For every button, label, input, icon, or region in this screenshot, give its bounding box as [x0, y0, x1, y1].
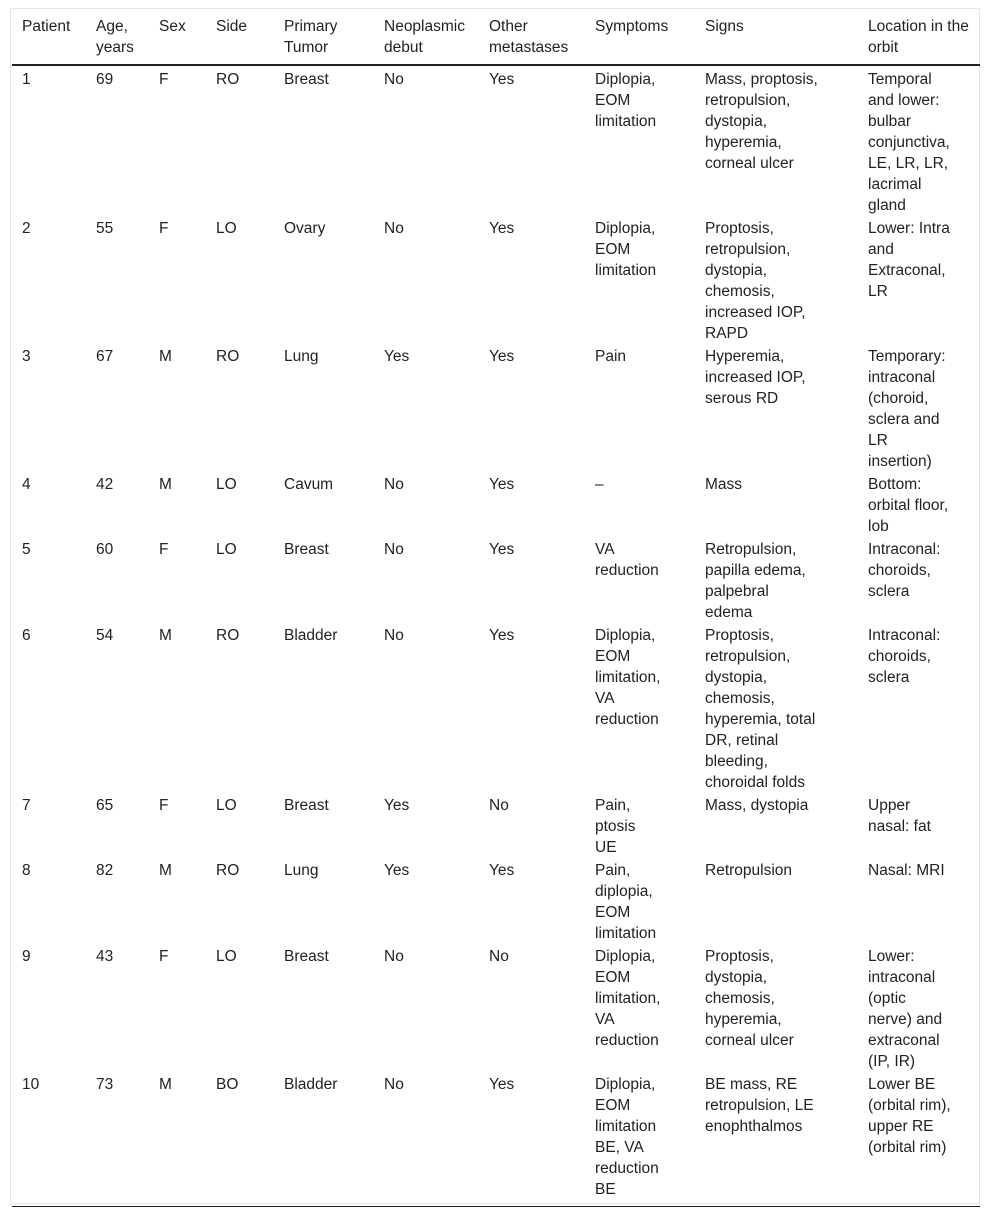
- cell-signs: Mass, proptosis, retropulsion, dystopia, hyperemia, corneal ulcer: [705, 71, 818, 172]
- cell-age: 60: [96, 541, 114, 558]
- cell-location: Lower: Intra and Extraconal, LR: [868, 220, 950, 300]
- cell-patient: 3: [22, 348, 31, 365]
- table-row: [12, 945, 980, 1073]
- cell-signs: Hyperemia, increased IOP, serous RD: [705, 348, 806, 407]
- cell-other-metastases: Yes: [489, 541, 515, 558]
- cell-side: LO: [216, 948, 237, 965]
- cell-location: Temporal and lower: bulbar conjunctiva, LE, LR, LR, lacrimal gland: [868, 71, 950, 214]
- cell-age: 73: [86, 1073, 149, 1207]
- cell-signs: Proptosis, retropulsion, dystopia, chemosis, hyperemia, total DR, retinal bleeding, choroidal folds: [705, 627, 816, 791]
- cell-primary-tumor: Cavum: [284, 476, 334, 493]
- cell-symptoms: Diplopia, EOM limitation, VA reduction: [595, 948, 661, 1049]
- cell-age: 69: [96, 71, 114, 88]
- cell-other-metastases: Yes: [489, 71, 515, 88]
- table-row: [12, 1073, 980, 1207]
- cell-patient: 6: [22, 627, 31, 644]
- table-row: [12, 473, 980, 538]
- cell-neoplasmic-debut: No: [384, 948, 404, 965]
- cell-side: RO: [216, 71, 240, 88]
- cell-side: RO: [216, 627, 240, 644]
- cell-neoplasmic-debut: No: [384, 71, 404, 88]
- cell-neoplasmic-debut: Yes: [384, 348, 410, 365]
- cell-primary-tumor: Breast: [284, 948, 329, 965]
- header-side: Side: [206, 10, 274, 65]
- cell-sex: F: [159, 220, 169, 237]
- cell-location: Intraconal: choroids, sclera: [868, 541, 941, 600]
- cell-location: Lower: intraconal (optic nerve) and extraconal (IP, IR): [868, 948, 943, 1070]
- cell-patient: 9: [22, 948, 31, 965]
- cell-location: Intraconal: choroids, sclera: [868, 627, 941, 686]
- cell-signs: Mass, dystopia: [705, 797, 809, 814]
- cell-sex: M: [159, 348, 172, 365]
- cell-neoplasmic-debut: No: [384, 627, 404, 644]
- table-row: [12, 538, 980, 624]
- table-header: [12, 10, 980, 65]
- header-symptoms: Symptoms: [585, 10, 695, 65]
- cell-sex: F: [159, 948, 169, 965]
- cell-age: 65: [96, 797, 114, 814]
- cell-signs: Mass: [705, 476, 743, 493]
- cell-primary-tumor: Bladder: [284, 627, 338, 644]
- cell-neoplasmic-debut: No: [384, 541, 404, 558]
- table-row: [12, 65, 980, 217]
- table-row: [12, 624, 980, 794]
- cell-patient: 10: [12, 1073, 86, 1207]
- cell-primary-tumor: Breast: [284, 541, 329, 558]
- header-other-metastases: Other metastases: [479, 10, 585, 65]
- cell-primary-tumor: Lung: [284, 862, 319, 879]
- cell-sex: F: [159, 71, 169, 88]
- cell-symptoms: Pain: [595, 348, 627, 365]
- cell-patient: 4: [22, 476, 31, 493]
- header-patient: Patient: [12, 10, 86, 65]
- cell-other-metastases: No: [489, 948, 509, 965]
- cell-signs: Proptosis, retropulsion, dystopia, chemosis, increased IOP, RAPD: [705, 220, 806, 342]
- cell-side: LO: [216, 220, 237, 237]
- cell-primary-tumor: Lung: [284, 348, 319, 365]
- cell-patient: 2: [22, 220, 31, 237]
- cell-primary-tumor: Ovary: [284, 220, 326, 237]
- cell-signs: BE mass, RE retropulsion, LE enophthalmos: [695, 1073, 858, 1207]
- cell-symptoms: Pain, ptosis UE: [595, 797, 636, 856]
- cell-age: 42: [96, 476, 114, 493]
- header-primary-tumor: Primary Tumor: [274, 10, 374, 65]
- header-location: Location in the orbit: [858, 10, 980, 65]
- cell-other-metastases: Yes: [479, 1073, 585, 1207]
- cell-primary-tumor: Bladder: [274, 1073, 374, 1207]
- cell-other-metastases: Yes: [489, 476, 515, 493]
- cell-neoplasmic-debut: No: [384, 220, 404, 237]
- cell-symptoms: Pain, diplopia, EOM limitation: [595, 862, 657, 942]
- table-row: [12, 859, 980, 945]
- cell-other-metastases: Yes: [489, 862, 515, 879]
- cell-signs: Proptosis, dystopia, chemosis, hyperemia, corneal ulcer: [705, 948, 794, 1049]
- table-body: [12, 65, 980, 1207]
- cell-side: BO: [206, 1073, 274, 1207]
- cell-neoplasmic-debut: Yes: [384, 862, 410, 879]
- cell-neoplasmic-debut: Yes: [384, 797, 410, 814]
- table-row: [12, 794, 980, 859]
- cell-neoplasmic-debut: No: [384, 476, 404, 493]
- cell-signs: Retropulsion: [705, 862, 793, 879]
- cell-other-metastases: Yes: [489, 627, 515, 644]
- header-sex: Sex: [149, 10, 206, 65]
- cell-location: Nasal: MRI: [868, 862, 945, 879]
- cell-symptoms: Diplopia, EOM limitation, VA reduction: [595, 627, 661, 728]
- cell-age: 67: [96, 348, 114, 365]
- header-signs: Signs: [695, 10, 858, 65]
- cell-patient: 8: [22, 862, 31, 879]
- cell-location: Upper nasal: fat: [868, 797, 931, 835]
- cell-other-metastases: Yes: [489, 348, 515, 365]
- cell-age: 43: [96, 948, 114, 965]
- cell-side: RO: [216, 862, 240, 879]
- cell-side: LO: [216, 476, 237, 493]
- cell-primary-tumor: Breast: [284, 797, 329, 814]
- cell-location: Bottom: orbital floor, lob: [868, 476, 949, 535]
- cell-patient: 1: [22, 71, 31, 88]
- cell-sex: M: [159, 862, 172, 879]
- header-neoplasmic-debut: Neoplasmic debut: [374, 10, 479, 65]
- cell-symptoms: Diplopia, EOM limitation BE, VA reduction BE: [585, 1073, 695, 1207]
- cell-other-metastases: Yes: [489, 220, 515, 237]
- patients-table: [12, 10, 980, 1207]
- cell-patient: 7: [22, 797, 31, 814]
- cell-neoplasmic-debut: No: [374, 1073, 479, 1207]
- cell-symptoms: VA reduction: [595, 541, 659, 579]
- cell-location: Temporary: intraconal (choroid, sclera and LR insertion): [868, 348, 946, 470]
- cell-age: 55: [96, 220, 114, 237]
- cell-side: LO: [216, 797, 237, 814]
- table-row: [12, 345, 980, 473]
- cell-patient: 5: [22, 541, 31, 558]
- cell-sex: F: [159, 797, 169, 814]
- cell-sex: M: [159, 627, 172, 644]
- header-age: Age, years: [86, 10, 149, 65]
- cell-signs: Retropulsion, papilla edema, palpebral edema: [705, 541, 806, 621]
- cell-sex: F: [159, 541, 169, 558]
- table-row: [12, 217, 980, 345]
- cell-age: 54: [96, 627, 114, 644]
- cell-primary-tumor: Breast: [284, 71, 329, 88]
- cell-side: RO: [216, 348, 240, 365]
- cell-symptoms: –: [595, 476, 604, 493]
- cell-side: LO: [216, 541, 237, 558]
- cell-symptoms: Diplopia, EOM limitation: [595, 71, 657, 130]
- cell-other-metastases: No: [489, 797, 509, 814]
- cell-sex: M: [149, 1073, 206, 1207]
- cell-location: Lower BE (orbital rim), upper RE (orbital rim): [858, 1073, 980, 1207]
- header-row: [12, 10, 980, 65]
- cell-sex: M: [159, 476, 172, 493]
- cell-symptoms: Diplopia, EOM limitation: [595, 220, 657, 279]
- cell-age: 82: [96, 862, 114, 879]
